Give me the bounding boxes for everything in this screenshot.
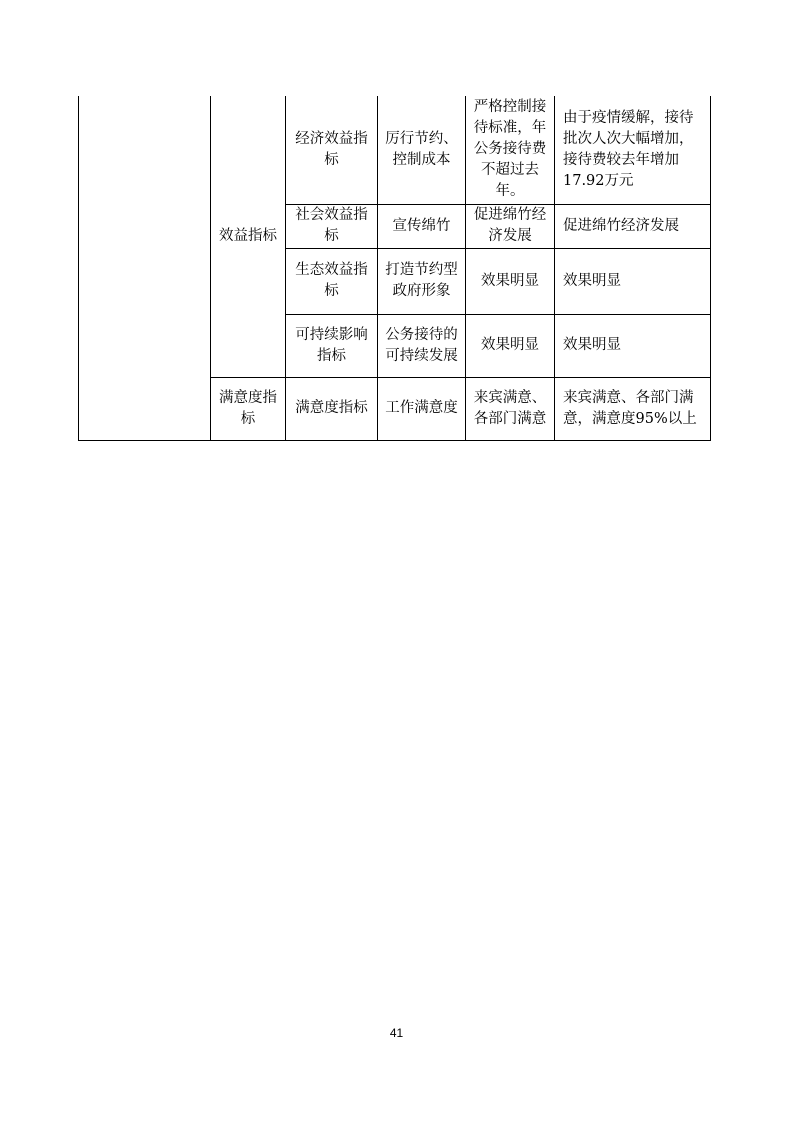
indicator-content-cell: 宣传绵竹 [378, 204, 466, 248]
target-value-cell: 严格控制接待标准，年公务接待费不超过去年。 [466, 96, 555, 204]
performance-indicator-table [78, 96, 711, 441]
actual-value-cell: 效果明显 [555, 314, 711, 377]
indicator-content-cell: 公务接待的可持续发展 [378, 314, 466, 377]
level2-indicator-cell: 效益指标 [211, 96, 286, 377]
level3-indicator-cell: 经济效益指标 [286, 96, 378, 204]
table-row [79, 96, 711, 204]
actual-value-cell: 效果明显 [555, 248, 711, 314]
target-value-cell: 效果明显 [466, 248, 555, 314]
indicator-content-cell: 工作满意度 [378, 377, 466, 440]
indicator-content-cell: 打造节约型政府形象 [378, 248, 466, 314]
page-number: 41 [389, 1026, 404, 1040]
level3-indicator-cell: 生态效益指标 [286, 248, 378, 314]
target-value-cell: 来宾满意、各部门满意 [466, 377, 555, 440]
level3-indicator-cell: 可持续影响 指标 [286, 314, 378, 377]
level1-indicator-cell [79, 96, 211, 440]
actual-value-cell: 促进绵竹经济发展 [555, 204, 711, 248]
level2-indicator-cell: 满意度指标 [211, 377, 286, 440]
level3-indicator-cell: 满意度指标 [286, 377, 378, 440]
level3-indicator-cell: 社会效益指标 [286, 204, 378, 248]
target-value-cell: 促进绵竹经济发展 [466, 204, 555, 248]
actual-value-cell: 由于疫情缓解，接待批次人次大幅增加，接待费较去年增加17.92万元 [555, 96, 711, 204]
target-value-cell: 效果明显 [466, 314, 555, 377]
indicator-content-cell: 厉行节约、控制成本 [378, 96, 466, 204]
actual-value-cell: 来宾满意、各部门满意，满意度95%以上 [555, 377, 711, 440]
